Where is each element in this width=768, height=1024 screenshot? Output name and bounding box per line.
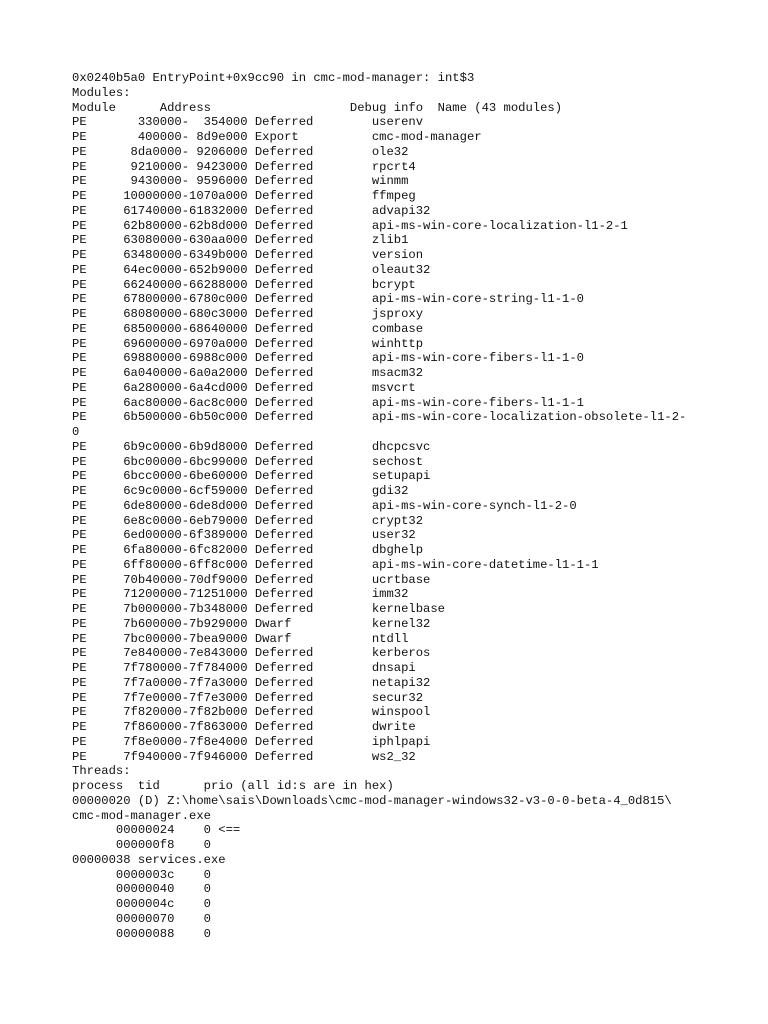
log-line-module: PE 7b600000-7b929000 Dwarf kernel32 bbox=[72, 616, 431, 631]
log-line-module: PE 69880000-6988c000 Deferred api-ms-win-core-fibers-l1-1-0 bbox=[72, 351, 584, 366]
log-line-module: PE 10000000-1070a000 Deferred ffmpeg bbox=[72, 189, 416, 203]
log-line-module: PE 6ff80000-6ff8c000 Deferred api-ms-win-core-datetime-l1-1-1 bbox=[72, 557, 599, 572]
log-line-module: PE 6b9c0000-6b9d8000 Deferred dhcpcsvc bbox=[72, 439, 431, 454]
log-line-module: PE 70b40000-70df9000 Deferred ucrtbase bbox=[72, 572, 431, 587]
log-line-exception: 0x0240b5a0 EntryPoint+0x9cc90 in cmc-mod-manager: int$3 bbox=[72, 71, 475, 85]
log-line-process: 00000020 (D) Z:\home\sais\Downloads\cmc-mod-manager-windows32-v3-0-0-beta-4_0d815\ bbox=[72, 793, 672, 808]
log-line-module: PE 64ec0000-652b9000 Deferred oleaut32 bbox=[72, 262, 431, 277]
log-line-thread: 000000f8 0 bbox=[72, 838, 211, 852]
log-line-process: 00000038 services.exe bbox=[72, 852, 226, 867]
crash-log-text bbox=[72, 71, 686, 941]
log-line-module: PE 6a280000-6a4cd000 Deferred msvcrt bbox=[72, 380, 416, 395]
log-line-modules-columns: Module Address Debug info Name (43 modules) bbox=[72, 100, 563, 115]
log-line-module: PE 6b500000-6b50c000 Deferred api-ms-win-core-localization-obsolete-l1-2- bbox=[72, 410, 687, 425]
log-line-module: PE 71200000-71251000 Deferred imm32 bbox=[72, 587, 409, 602]
log-line-module: PE 330000- 354000 Deferred userenv bbox=[72, 115, 424, 130]
log-line-thread: 0000003c 0 bbox=[72, 867, 211, 882]
log-line-module: PE 7e840000-7e843000 Deferred kerberos bbox=[72, 646, 431, 661]
log-line-module: PE 6ac80000-6ac8c000 Deferred api-ms-win-core-fibers-l1-1-1 bbox=[72, 395, 584, 410]
log-line-module: PE 6de80000-6de8d000 Deferred api-ms-win-core-synch-l1-2-0 bbox=[72, 498, 577, 513]
log-line-module: PE 6fa80000-6fc82000 Deferred dbghelp bbox=[72, 543, 424, 557]
log-line-module: PE 6e8c0000-6eb79000 Deferred crypt32 bbox=[72, 513, 424, 528]
log-line-module: PE 63080000-630aa000 Deferred zlib1 bbox=[72, 233, 409, 248]
log-line-module: PE 68500000-68640000 Deferred combase bbox=[72, 321, 424, 336]
log-line-modules-heading: Modules: bbox=[72, 85, 131, 100]
log-line-module: PE 7f7e0000-7f7e3000 Deferred secur32 bbox=[72, 690, 424, 705]
log-line-module: PE 7f8e0000-7f8e4000 Deferred iphlpapi bbox=[72, 734, 431, 749]
log-line-thread: 00000040 0 bbox=[72, 882, 211, 897]
log-line-thread: 00000024 0 <== bbox=[72, 823, 241, 838]
log-line-module: PE 6c9c0000-6cf59000 Deferred gdi32 bbox=[72, 484, 409, 498]
log-line-module: PE 8da0000- 9206000 Deferred ole32 bbox=[72, 144, 409, 159]
log-line-module: PE 7f860000-7f863000 Deferred dwrite bbox=[72, 720, 416, 734]
log-line-module: PE 7f780000-7f784000 Deferred dnsapi bbox=[72, 661, 416, 675]
log-line-module: PE 63480000-6349b000 Deferred version bbox=[72, 248, 424, 262]
log-line-module-wrap: 0 bbox=[72, 425, 80, 439]
log-line-module: PE 66240000-66288000 Deferred bcrypt bbox=[72, 277, 416, 292]
log-line-module: PE 7bc00000-7bea9000 Dwarf ntdll bbox=[72, 631, 409, 646]
log-line-module: PE 68080000-680c3000 Deferred jsproxy bbox=[72, 307, 424, 321]
log-line-thread: 00000070 0 bbox=[72, 911, 211, 926]
log-line-module: PE 6a040000-6a0a2000 Deferred msacm32 bbox=[72, 366, 424, 380]
log-line-module: PE 69600000-6970a000 Deferred winhttp bbox=[72, 336, 424, 351]
log-line-thread: 00000088 0 bbox=[72, 926, 211, 941]
log-line-threads-columns: process tid prio (all id:s are in hex) bbox=[72, 779, 394, 793]
log-line-thread: 0000004c 0 bbox=[72, 897, 211, 911]
log-line-module: PE 6ed00000-6f389000 Deferred user32 bbox=[72, 528, 416, 543]
log-line-module: PE 9430000- 9596000 Deferred winmm bbox=[72, 174, 409, 189]
log-line-module: PE 61740000-61832000 Deferred advapi32 bbox=[72, 203, 431, 218]
log-line-module: PE 7f940000-7f946000 Deferred ws2_32 bbox=[72, 749, 416, 764]
log-line-module: PE 67800000-6780c000 Deferred api-ms-win-core-string-l1-1-0 bbox=[72, 292, 584, 307]
log-line-module: PE 7b000000-7b348000 Deferred kernelbase bbox=[72, 602, 445, 616]
log-line-module: PE 6bc00000-6bc99000 Deferred sechost bbox=[72, 454, 424, 469]
log-line-threads-heading: Threads: bbox=[72, 764, 131, 779]
log-line-module: PE 7f7a0000-7f7a3000 Deferred netapi32 bbox=[72, 675, 431, 690]
log-line-module: PE 400000- 8d9e000 Export cmc-mod-manager bbox=[72, 130, 482, 144]
log-line-module: PE 9210000- 9423000 Deferred rpcrt4 bbox=[72, 159, 416, 174]
log-line-module: PE 62b80000-62b8d000 Deferred api-ms-win-core-localization-l1-2-1 bbox=[72, 218, 628, 233]
log-line-module: PE 6bcc0000-6be60000 Deferred setupapi bbox=[72, 469, 431, 484]
log-line-process-wrap: cmc-mod-manager.exe bbox=[72, 808, 211, 823]
log-line-module: PE 7f820000-7f82b000 Deferred winspool bbox=[72, 705, 431, 720]
